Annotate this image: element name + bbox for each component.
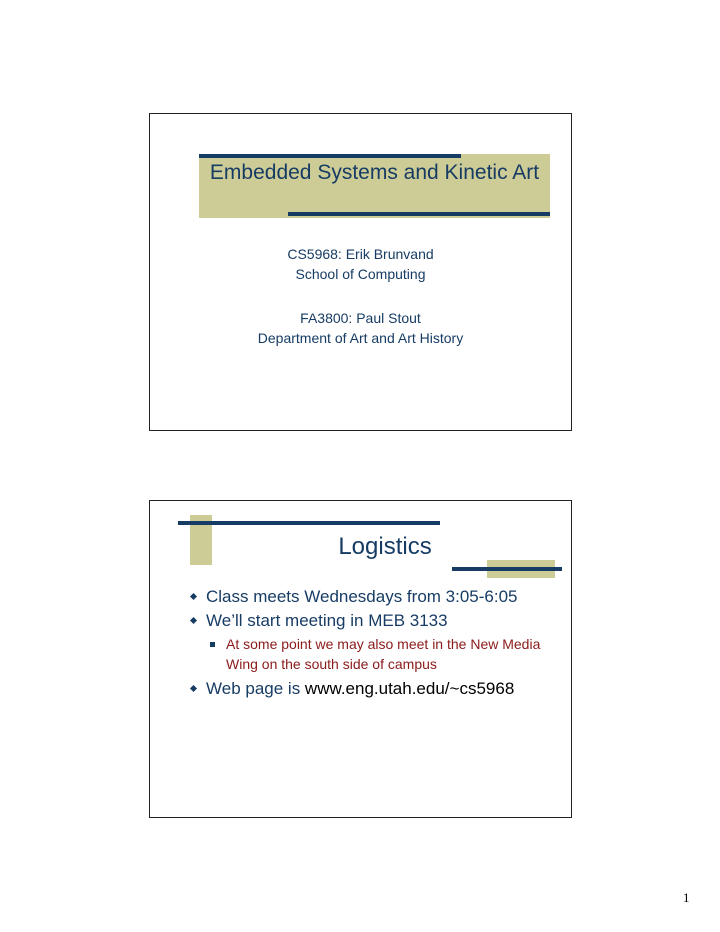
diamond-bullet-icon: [190, 617, 197, 624]
sub-bullet-text: At some point we may also meet in the New Media Wing on the south side of campus: [226, 636, 541, 672]
instructor-2: [150, 308, 571, 348]
page-number: 1: [683, 890, 690, 905]
instructor-1: [150, 244, 571, 284]
square-bullet-icon: [210, 642, 215, 647]
accent-line-bottom: [288, 212, 550, 216]
instructor-1-name: CS5968: Erik Brunvand: [287, 246, 434, 262]
instructor-2-dept: Department of Art and Art History: [257, 330, 464, 346]
web-page-link[interactable]: www.eng.utah.edu/~cs5968: [304, 679, 515, 698]
accent-line-top: [199, 154, 461, 158]
list-item: [190, 610, 560, 632]
slide-1: [149, 113, 572, 431]
bullet-list: [190, 586, 560, 702]
accent-line-bottom: [452, 567, 562, 571]
bullet-text: We’ll start meeting in MEB 3133: [206, 611, 448, 630]
diamond-bullet-icon: [190, 593, 197, 600]
bullet-text: Web page is: [206, 679, 305, 698]
diamond-bullet-icon: [190, 685, 197, 692]
slide-1-title: Embedded Systems and Kinetic Art: [209, 161, 540, 184]
instructor-2-name: FA3800: Paul Stout: [300, 310, 421, 326]
bullet-text: Class meets Wednesdays from 3:05-6:05: [206, 587, 518, 606]
accent-line-top: [178, 521, 440, 525]
slide-2-title: Logistics: [338, 533, 432, 560]
slide-2: [149, 500, 572, 818]
list-item: [190, 586, 560, 608]
list-item: [190, 678, 560, 700]
sub-list-item: [190, 634, 560, 674]
instructor-1-dept: School of Computing: [295, 266, 426, 282]
